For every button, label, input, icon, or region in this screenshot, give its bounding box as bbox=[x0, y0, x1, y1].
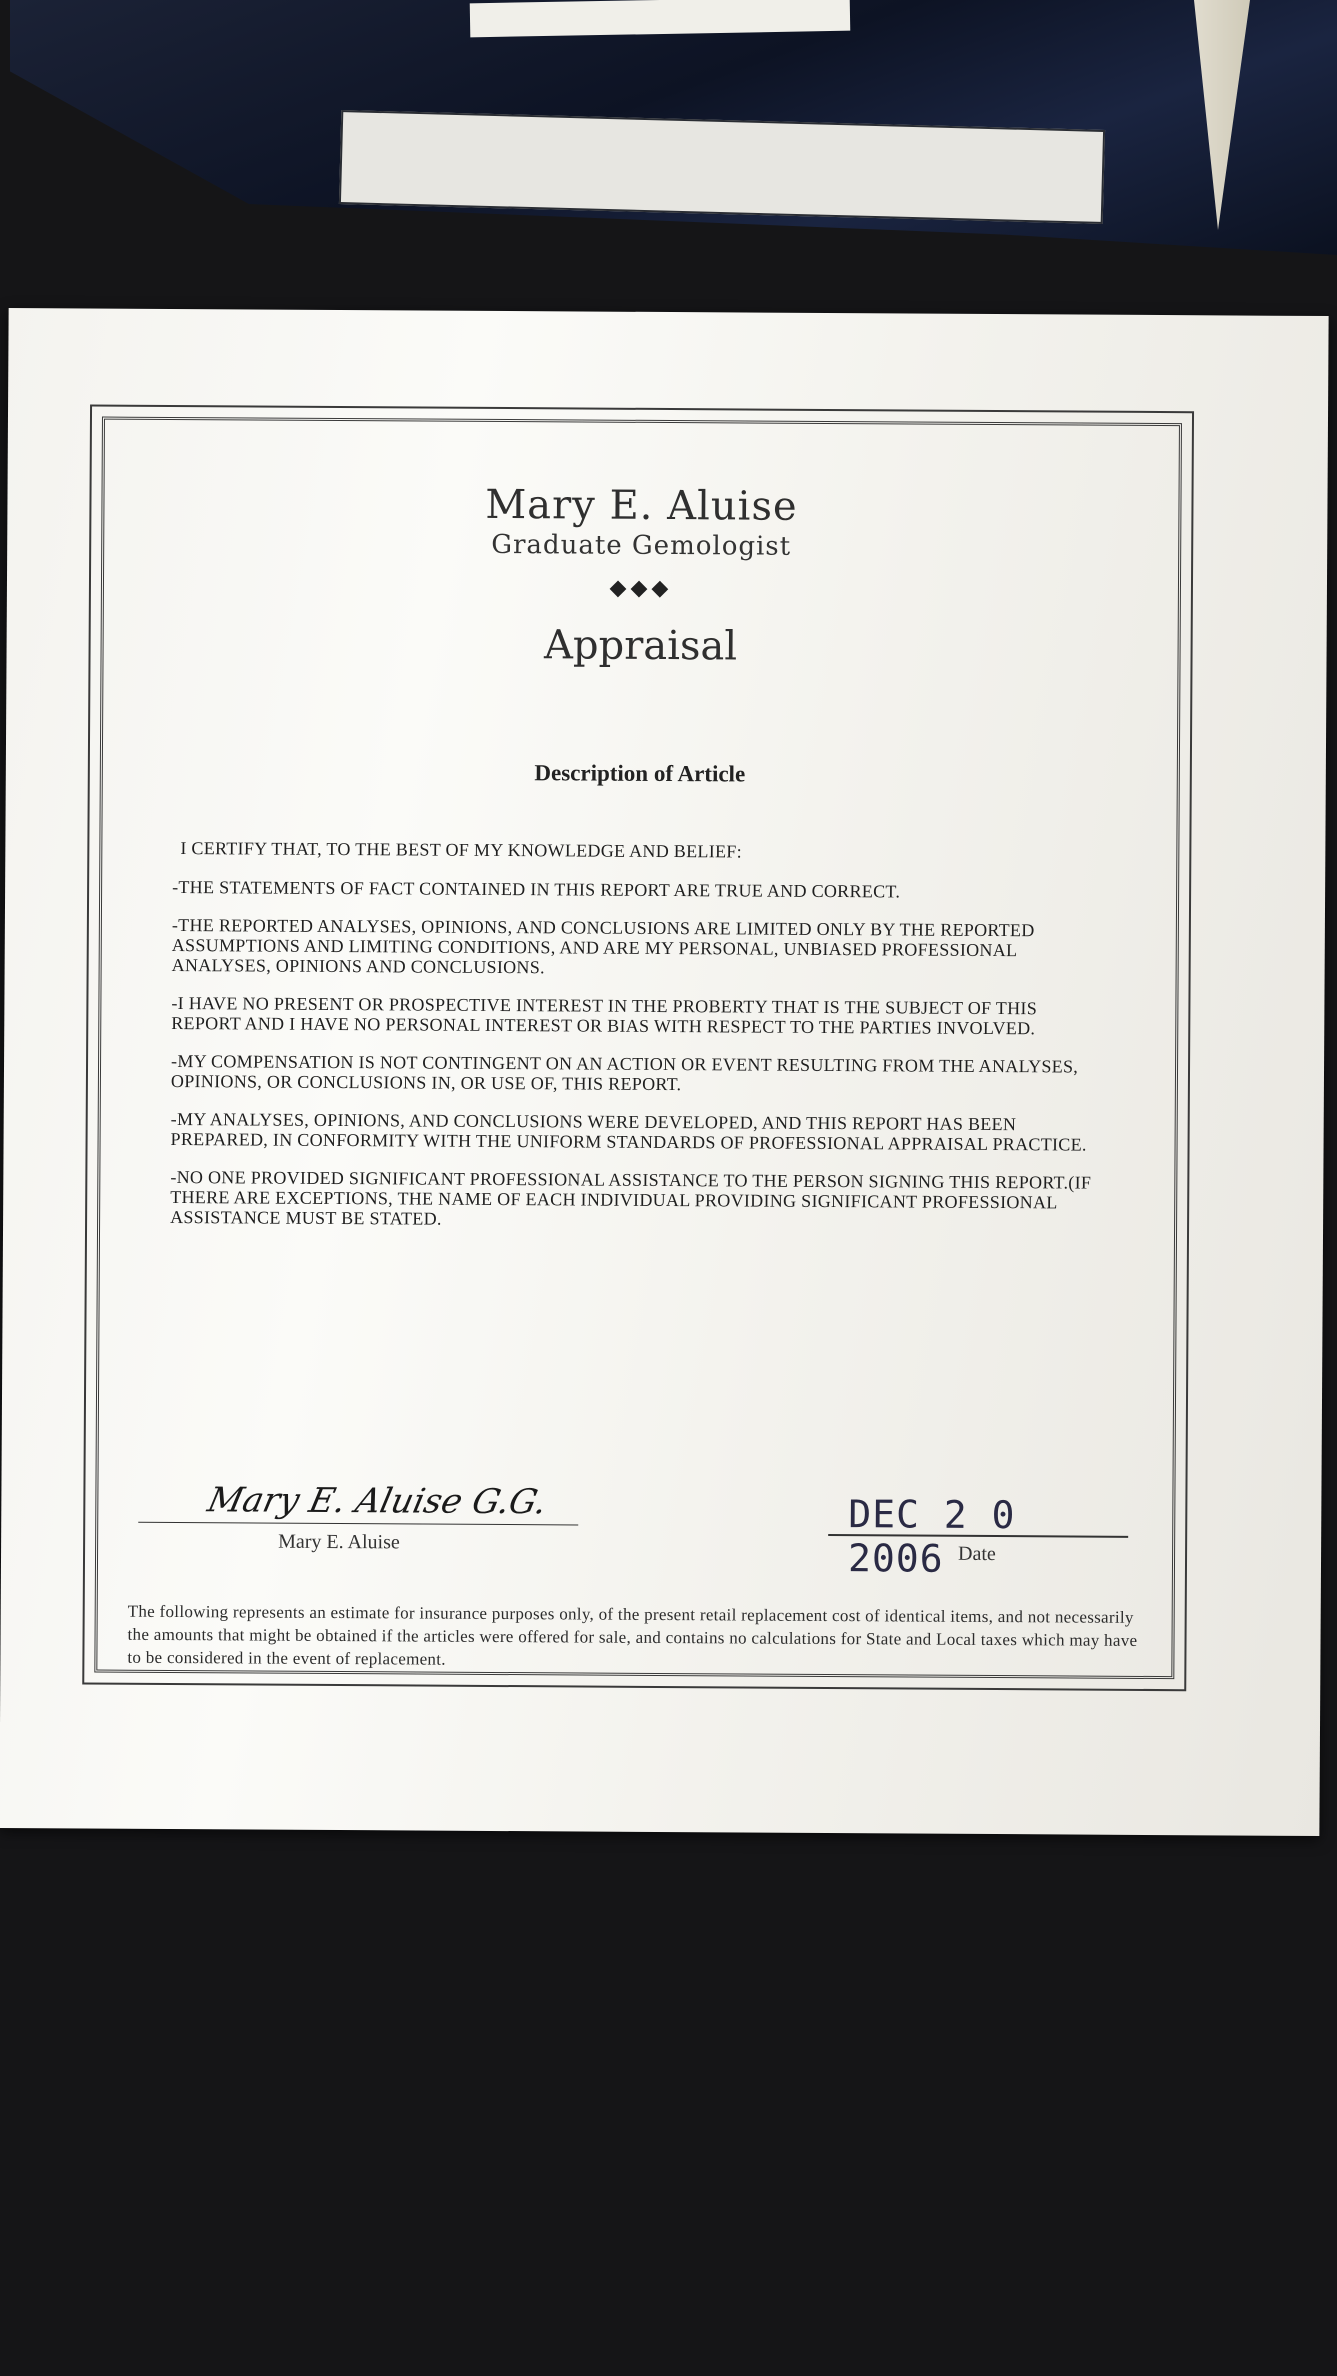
page-border-inner bbox=[94, 417, 1182, 1680]
appraiser-name: Mary E. Aluise bbox=[485, 481, 798, 530]
date-stamp: DEC 2 0 2006 bbox=[847, 1492, 1016, 1581]
certification-statement: -MY COMPENSATION IS NOT CONTINGENT ON AN ACTION OR EVENT RESULTING FROM THE ANALYSES, OPINIONS, OR CONCLUSIONS IN, OR USE OF, THIS REPORT. bbox=[170, 1050, 1079, 1095]
appraisal-page bbox=[0, 308, 1329, 1836]
background-document-edge bbox=[339, 110, 1105, 224]
diamond-ornament-icon: ◆◆◆ bbox=[609, 574, 673, 601]
insurance-disclaimer: The following represents an estimate for insurance purposes only, of the present retail replacement cost of identical items, and not necessarily the amounts that might be obtained if the articles were offered for sale, and contains no calculations for State and Local taxes which may have to be considered in the event of replacement. bbox=[127, 1601, 1138, 1669]
signature-block bbox=[138, 1480, 1132, 1581]
certification-statement: -THE REPORTED ANALYSES, OPINIONS, AND CONCLUSIONS ARE LIMITED ONLY BY THE REPORTED ASSUMPTIONS AND LIMITING CONDITIONS, AND ARE MY PERSONAL, UNBIASED PROFESSIONAL ANALYSES, OPINIONS AND CONCLUSIONS. bbox=[171, 914, 1035, 978]
appraiser-title: Graduate Gemologist bbox=[491, 529, 792, 562]
signature-line bbox=[138, 1522, 578, 1526]
handwritten-signature: Mary E. Aluise G.G. bbox=[204, 1480, 551, 1523]
certification-intro: I CERTIFY THAT, TO THE BEST OF MY KNOWLEDGE AND BELIEF: bbox=[180, 838, 743, 862]
date-label: Date bbox=[957, 1542, 996, 1566]
page-content bbox=[160, 480, 1119, 1233]
printed-name: Mary E. Aluise bbox=[278, 1530, 400, 1554]
page-border bbox=[82, 404, 1194, 1691]
certification-statement: -NO ONE PROVIDED SIGNIFICANT PROFESSIONAL ASSISTANCE TO THE PERSON SIGNING THIS REPORT.(IF THERE ARE EXCEPTIONS, THE NAME OF EACH INDIVIDUAL PROVIDING SIGNIFICANT PROFESSIONAL ASSISTANCE MUST BE STATED. bbox=[170, 1166, 1092, 1229]
certification-statement: -THE STATEMENTS OF FACT CONTAINED IN THIS REPORT ARE TRUE AND CORRECT. bbox=[172, 876, 901, 902]
section-heading: Description of Article bbox=[534, 760, 746, 787]
certification-statement: -I HAVE NO PRESENT OR PROSPECTIVE INTEREST IN THE PROBERTY THAT IS THE SUBJECT OF THIS REPORT AND I HAVE NO PERSONAL INTEREST OR BIAS WITH RESPECT TO THE PARTIES INVOLVED. bbox=[171, 992, 1038, 1039]
document-title: Appraisal bbox=[543, 622, 738, 670]
certification-statement: -MY ANALYSES, OPINIONS, AND CONCLUSIONS WERE DEVELOPED, AND THIS REPORT HAS BEEN PREPARED, IN CONFORMITY WITH THE UNIFORM STANDARDS OF PROFESSIONAL APPRAISAL PRACTICE. bbox=[170, 1108, 1087, 1155]
